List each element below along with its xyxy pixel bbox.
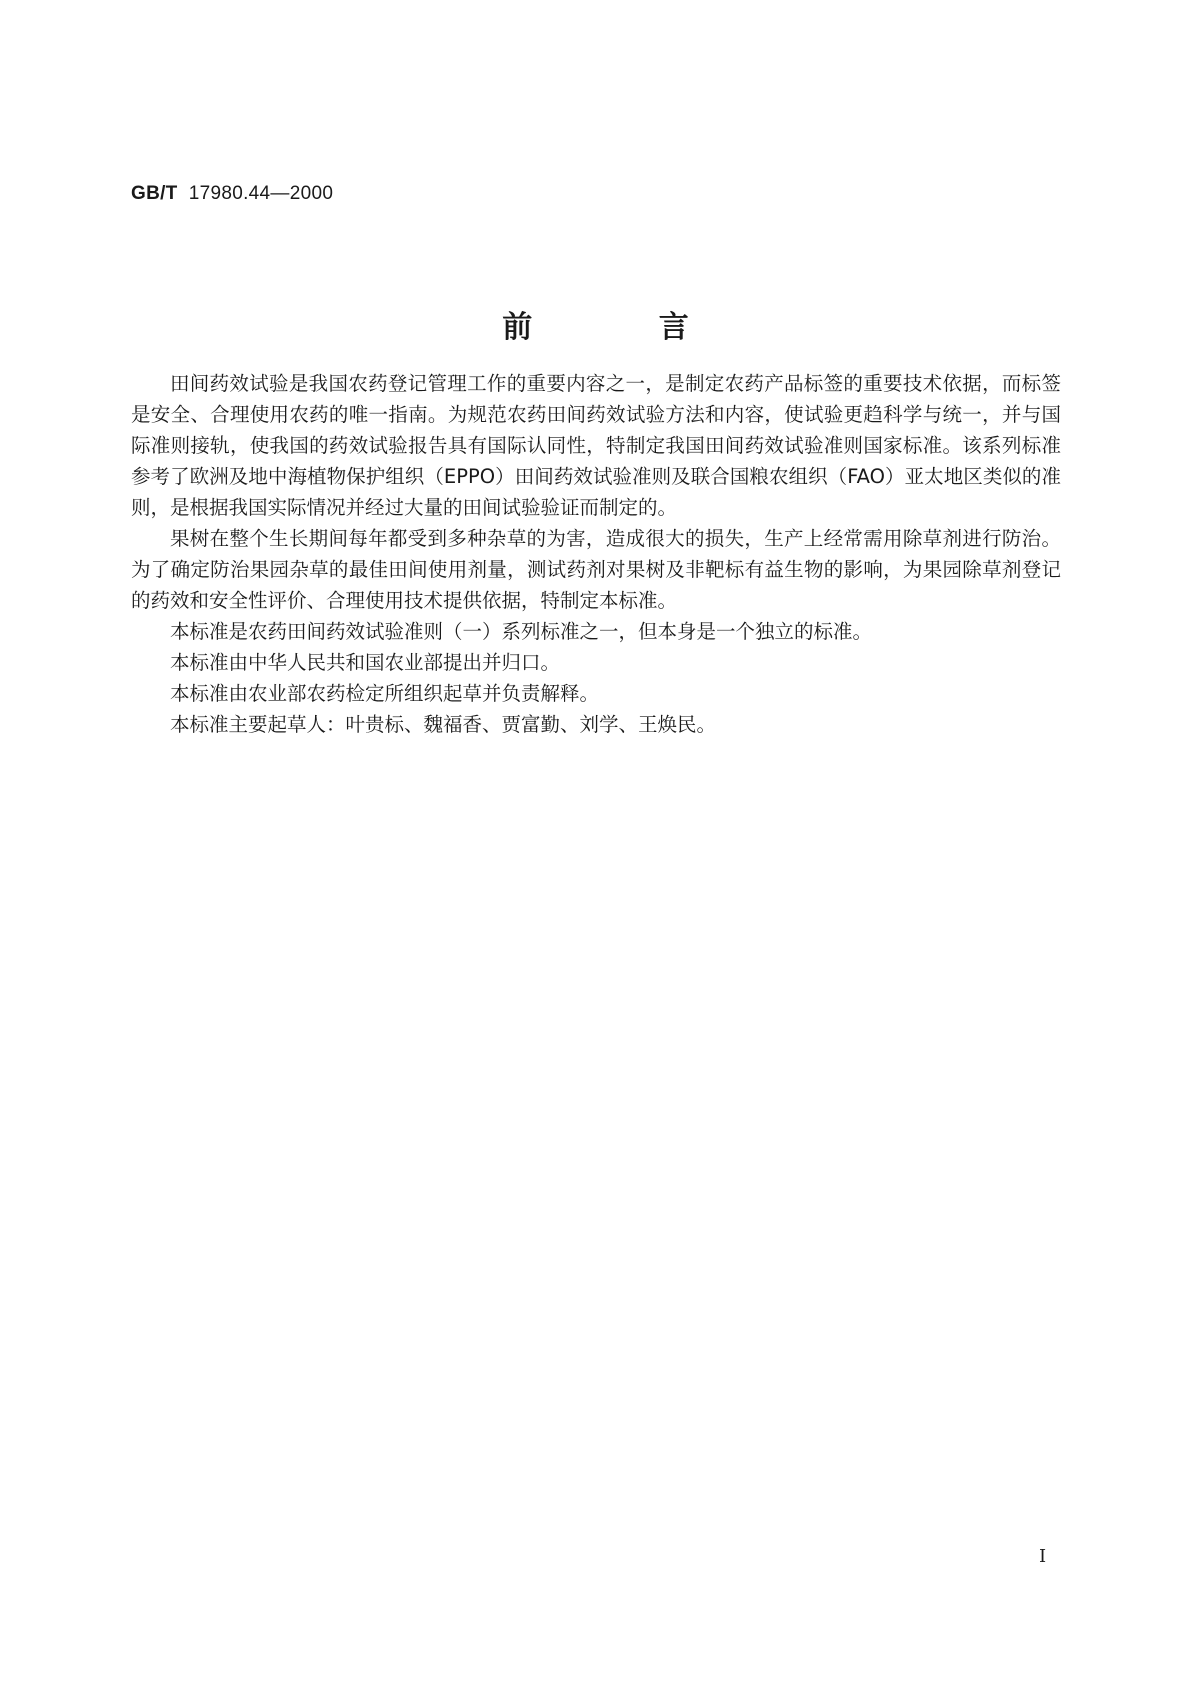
page-number: I <box>1039 1546 1047 1567</box>
standard-prefix: GB/T <box>131 183 178 204</box>
standard-number: 17980.44—2000 <box>188 183 334 204</box>
paragraph-5: 本标准由农业部农药检定所组织起草并负责解释。 <box>170 682 600 705</box>
standard-code <box>131 183 333 205</box>
paragraph-6: 本标准主要起草人：叶贵标、魏福香、贾富勤、刘学、王焕民。 <box>170 713 717 736</box>
foreword-body <box>131 368 1061 740</box>
paragraph-1: 田间药效试验是我国农药登记管理工作的重要内容之一，是制定农药产品标签的重要技术依据，而标签是安全、合理使用农药的唯一指南。为规范农药田间药效试验方法和内容，使试验更趋科学与统一，并与国际准则接轨，使我国的药效试验报告具有国际认同性，特制定我国田间药效试验准则国家标准。该系列标准参考了欧洲及地中海植物保护组织（EPPO）田间药效试验准则及联合国粮农组织（FAO）亚太地区类似的准则，是根据我国实际情况并经过大量的田间试验验证而制定的。 <box>131 372 1061 519</box>
paragraph-2: 果树在整个生长期间每年都受到多种杂草的为害，造成很大的损失，生产上经常需用除草剂进行防治。为了确定防治果园杂草的最佳田间使用剂量，测试药剂对果树及非靶标有益生物的影响，为果园除草剂登记的药效和安全性评价、合理使用技术提供依据，特制定本标准。 <box>131 527 1061 612</box>
paragraph-4: 本标准由中华人民共和国农业部提出并归口。 <box>170 651 561 674</box>
paragraph-3: 本标准是农药田间药效试验准则（一）系列标准之一，但本身是一个独立的标准。 <box>170 620 873 643</box>
page-title: 前 言 <box>502 310 747 345</box>
